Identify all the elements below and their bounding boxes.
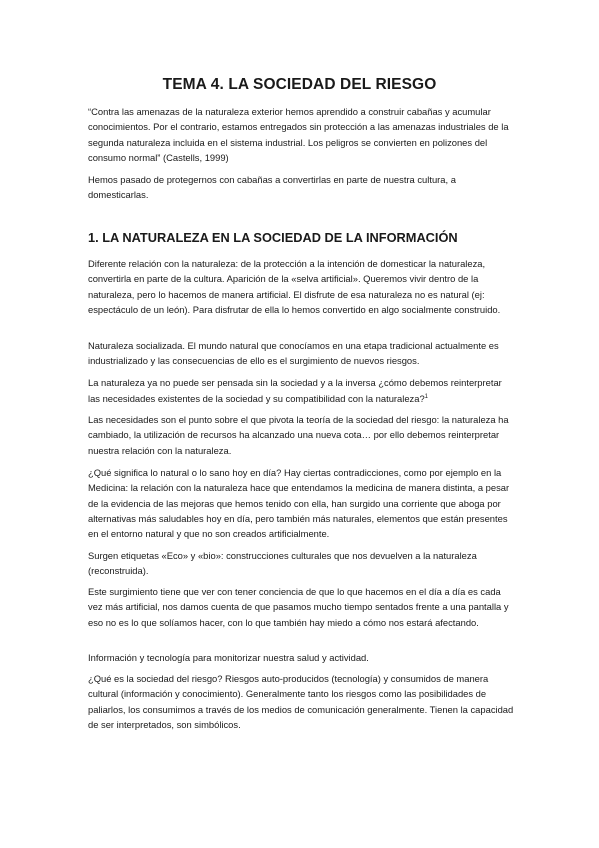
paragraph-8: Información y tecnología para monitorizar nuestra salud y actividad.	[88, 652, 369, 663]
paragraph-2: Naturaleza socializada. El mundo natural que conocíamos en una etapa tradicional actualmente es industrializado y las consecuencias de ello es el surgimiento de nuevos riesgos.	[88, 340, 499, 367]
paragraph-7: Este surgimiento tiene que ver con tener conciencia de que lo que hacemos en el día a día es cada vez más artificial, nos damos cuenta de que pasamos mucho tiempo sentados frente a una pantalla y eso no es lo que solíamos hacer, con lo que también hay miedo a cómo nos estará afectando.	[88, 586, 509, 628]
opening-quote: “Contra las amenazas de la naturaleza exterior hemos aprendido a construir cabañas y acumular conocimientos. Por el contrario, estamos entregados sin protección a las amenazas industriales de la segunda naturaleza incluida en el sistema industrial. Los peligros se convierten en polizones del consumo normal” (Castells, 1999)	[88, 106, 509, 163]
paragraph-6: Surgen etiquetas «Eco» y «bio»: construcciones culturales que nos devuelven a la naturaleza (reconstruida).	[88, 550, 477, 577]
intro-paragraph: Hemos pasado de protegernos con cabañas a convertirlas en parte de nuestra cultura, a domesticarlas.	[88, 174, 456, 201]
paragraph-9: ¿Qué es la sociedad del riesgo? Riesgos auto-producidos (tecnología) y consumidos de manera cultural (información y conocimiento). Generalmente tanto los riesgos como las posibilidades de paliarlos, los consumimos a través de los medios de comunicación generalmente. Tienen la capacidad de ser interpretados, son simbólicos.	[88, 673, 514, 730]
footnote-mark: 1	[424, 394, 429, 401]
paragraph-3	[88, 375, 516, 407]
section-heading: 1. LA NATURALEZA EN LA SOCIEDAD DE LA INFORMACIÓN	[88, 230, 458, 245]
paragraph-3-text: La naturaleza ya no puede ser pensada sin la sociedad y a la inversa ¿cómo debemos reinterpretar las necesidades existentes de la sociedad y su compatibilidad con la naturaleza?	[88, 377, 502, 405]
document-title: TEMA 4. LA SOCIEDAD DEL RIESGO	[162, 76, 437, 93]
paragraph-5: ¿Qué significa lo natural o lo sano hoy en día? Hay ciertas contradicciones, como por ejemplo en la Medicina: la relación con la naturaleza hace que entendamos la medicina de manera distinta, a pesar de la evidencia de las mejoras que hemos tenido con ella, han surgido una corriente que aboga por alternativas más saludables hoy en día, pero también más naturales, elementos que están presentes en el entorno natural y que no son creados artificialmente.	[88, 467, 510, 540]
paragraph-1: Diferente relación con la naturaleza: de la protección a la intención de domesticar la naturaleza, convertirla en parte de la cultura. Aparición de la «selva artificial». Queremos vivir dentro de la naturaleza, pero lo hacemos de manera artificial. El disfrute de esa naturaleza no es natural (ej: espectáculo de un león). Para disfrutar de ella lo hemos convertido en algo socialmente construido.	[88, 258, 501, 315]
paragraph-4: Las necesidades son el punto sobre el que pivota la teoría de la sociedad del riesgo: la naturaleza ha cambiado, la utilización de recursos ha alcanzado una nueva cota… por ello debemos reinterpretar nuestra relación con la naturaleza.	[88, 414, 509, 456]
